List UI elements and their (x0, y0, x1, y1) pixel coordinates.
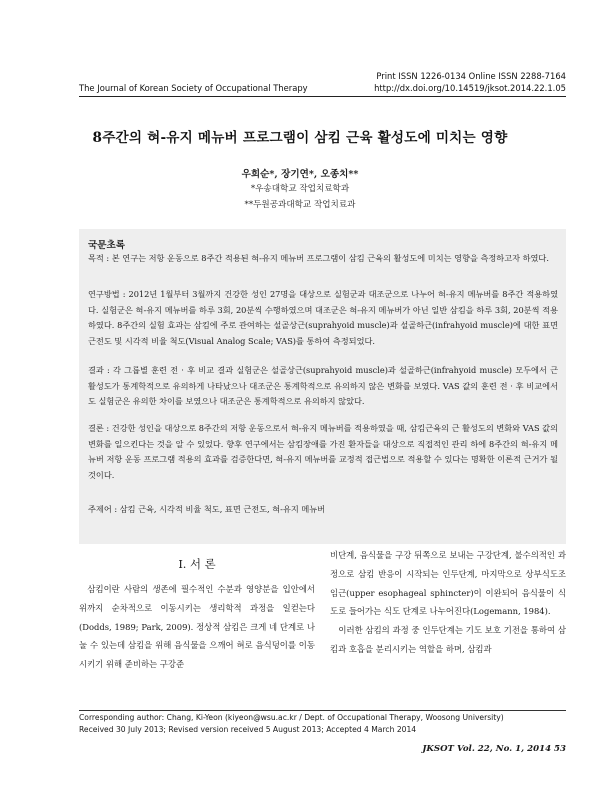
abstract-results (88, 363, 558, 410)
header-rule (79, 96, 566, 97)
abstract-methods-text: 연구방법 : 2012년 1월부터 3월까지 건강한 성인 27명을 대상으로 실험군과 대조군으로 나누어 혀-유지 메뉴버를 8주간 적용하였다. 실험군은 혀-유지 메뉴버를 하루 3회, 20분씩 수행하였으며 대조군은 혀-유지 메뉴버가 아닌 일반 삼킴을 하루 3회, 20분씩 적용하였다. 8주간의 실험 효과는 삼킴에 주로 관여하는 설골상근(suprahyoid muscle)과 설골하근(infrahyoid muscle)에 대한 표면근전도 및 시각적 비율 척도(Visual Analog Scale; VAS)를 통하여 측정되었다. (88, 289, 558, 346)
issn-line: Print ISSN 1226-0134 Online ISSN 2288-7164 (376, 71, 566, 81)
right-column-paragraph-1: 비단계, 음식물을 구강 뒤쪽으로 보내는 구강단계, 불수의적인 과정으로 삼킴 반응이 시작되는 인두단계, 마지막으로 상부식도조임근(upper esophageal sphincter)이 이완되어 음식물이 식도로 들어가는 식도 단계로 나누어진다(Logemann, 1984). (330, 550, 566, 617)
section-title-introduction: I. 서 론 (178, 557, 216, 571)
affiliation-2: **두원공과대학교 작업치료과 (244, 200, 356, 210)
keywords: 주제어 : 삼킴 근육, 시각적 비율 척도, 표면 근전도, 혀-유지 메뉴버 (88, 504, 326, 514)
received-dates: Received 30 July 2013; Revised version received 5 August 2013; Accepted 4 March 2014 (79, 725, 417, 734)
doi-link[interactable]: http://dx.doi.org/10.14519/jksot.2014.22.1.05 (374, 83, 566, 93)
right-column-paragraph-2: 이러한 삼킴의 과정 중 인두단계는 기도 보호 기전을 통하여 삼킴과 호흡을 분리시키는 역할을 하며, 삼킴과 (330, 625, 566, 654)
body-left-column: 삼킴이란 사람의 생존에 필수적인 수분과 영양분을 입안에서 위까지 순차적으로 이동시키는 생리학적 과정을 일컫는다(Dodds, 1989; Park, 2009). 정상적 삼킴은 크게 네 단계로 나눌 수 있는데 삼킴을 위해 음식물을 으깨어 혀로 음식덩이를 이동시키기 위해 준비하는 구강준 (79, 584, 315, 670)
abstract-methods (88, 287, 558, 349)
body-right-column (330, 546, 566, 659)
authors: 우희순*, 장기연*, 오종치** (241, 169, 359, 180)
abstract-conclusion-text: 결론 : 건강한 성인을 대상으로 8주간의 저항 운동으로서 혀-유지 메뉴버를 적용하였을 때, 삼킴근육의 근 활성도의 변화와 VAS 값의 변화를 일으킨다는 것을 알 수 있었다. 향후 연구에서는 삼킴장애를 가진 환자들을 대상으로 직접적인 관리 하에 8주간의 혀-유지 메뉴버 저항 운동 프로그램 적용의 효과를 검증한다면, 혀-유지 메뉴버를 교정적 접근법으로 적용할 수 있다는 명확한 이론적 근거가 될 것이다. (88, 423, 558, 480)
affiliation-1: *우송대학교 작업치료학과 (250, 184, 350, 194)
paper-title: 8주간의 혀-유지 메뉴버 프로그램이 삼킴 근육 활성도에 미치는 영향 (92, 130, 508, 146)
abstract-conclusion (88, 421, 558, 483)
journal-name: The Journal of Korean Society of Occupational Therapy (79, 83, 308, 93)
corresponding-author: Corresponding author: Chang, Ki-Yeon (kiyeon@wsu.ac.kr / Dept. of Occupational Therapy, Woosong University) (79, 713, 504, 722)
abstract-purpose (88, 251, 558, 267)
abstract-results-text: 결과 : 각 그룹별 훈련 전 · 후 비교 결과 실험군은 설골상근(suprahyoid muscle)과 설골하근(infrahyoid muscle) 모두에서 근 활성도가 통계학적으로 유의하게 나타났으나 대조군은 통계학적으로 유의하지 않은 변화를 보였다. VAS 값의 훈련 전 · 후 비교에서도 실험군은 유의한 차이를 보였으나 대조군은 통계학적으로 유의하지 않았다. (88, 365, 558, 407)
abstract-purpose-text: 목적 : 본 연구는 저항 운동으로 8주간 적용된 혀-유지 메뉴버 프로그램이 삼킴 근육의 활성도에 미치는 영향을 측정하고자 하였다. (88, 253, 549, 263)
abstract-heading: 국문초록 (88, 240, 126, 251)
page-info: JKSOT Vol. 22, No. 1, 2014 53 (422, 744, 566, 754)
footer-rule (79, 710, 566, 711)
